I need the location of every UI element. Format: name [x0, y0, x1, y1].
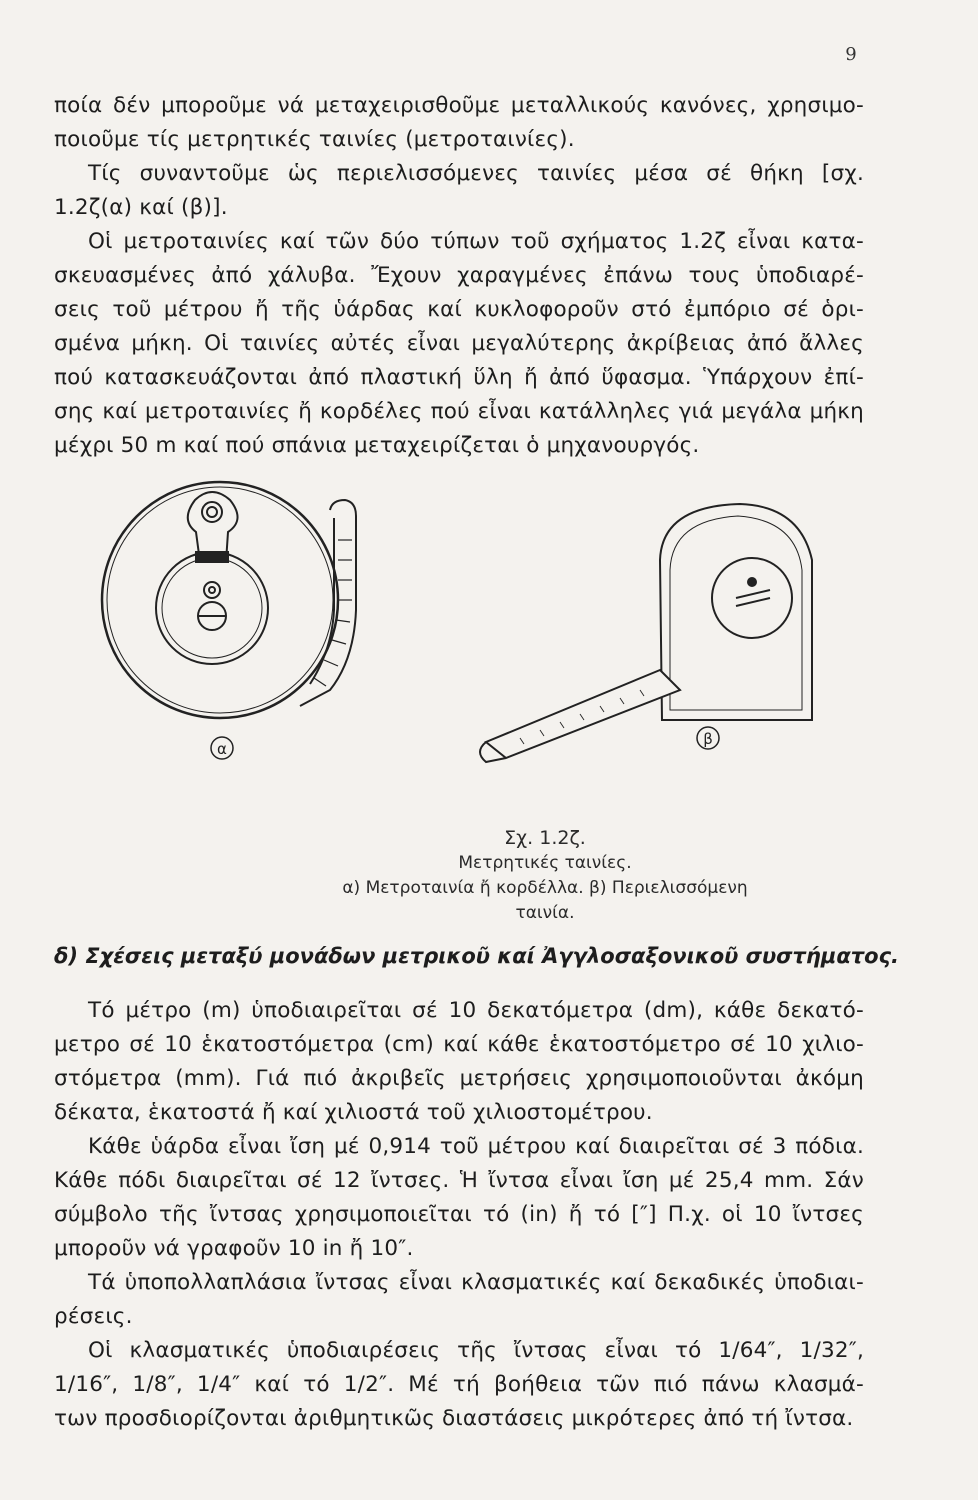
text-line: μετρο σέ 10 ἑκατοστόμετρα (cm) καί κάθε ἑκατοστόμετρο σέ 10 χιλιο-	[54, 1032, 864, 1057]
text-line: ποία δέν μποροῦμε νά μεταχειρισθοῦμε μεταλλικούς κανόνες, χρησιμο-	[54, 93, 864, 118]
text-line: Τό μέτρο (m) ὑποδιαιρεῖται σέ 10 δεκατόμετρα (dm), κάθε δεκατό-	[88, 998, 864, 1023]
caption-title: Μετρητικές ταινίες.	[458, 853, 632, 873]
paragraph	[54, 1130, 864, 1266]
body-text	[54, 994, 864, 1436]
text-line: ποιοῦμε τίς μετρητικές ταινίες (μετροταινίες).	[54, 127, 575, 152]
text-line: πού κατασκευάζονται ἀπό πλαστική ὕλη ἤ ἀπό ὕφασμα. Ὑπάρχουν ἐπί-	[54, 365, 864, 390]
paragraph	[54, 225, 864, 463]
text-line: σμένα μήκη. Οἱ ταινίες αὐτές εἶναι μεγαλύτερης ἀκρίβειας ἀπό ἄλλες	[54, 331, 864, 356]
text-line: στόμετρα (mm). Γιά πιό ἀκριβεῖς μετρήσεις χρησιμοποιοῦνται ἀκόμη	[54, 1066, 864, 1091]
paragraph	[54, 89, 864, 157]
retractable-tape-illustration	[480, 504, 812, 762]
text-line: δέκατα, ἑκατοστά ἤ καί χιλιοστά τοῦ χιλιοστομέτρου.	[54, 1100, 653, 1125]
text-line: μέχρι 50 m καί πού σπάνια μεταχειρίζεται ὁ μηχανουργός.	[54, 433, 700, 458]
figure-caption	[320, 826, 770, 926]
text-line: Τά ὑποπολλαπλάσια ἴντσας εἶναι κλασματικές καί δεκαδικές ὑποδιαι-	[88, 1270, 864, 1295]
text-line: σύμβολο τῆς ἴντσας χρησιμοποιεῖται τό (in) ἤ τό [″] Π.χ. οἱ 10 ἴντσες	[54, 1202, 864, 1227]
text-line: σεις τοῦ μέτρου ἤ τῆς ὑάρδας καί κυκλοφοροῦν στό ἐμπόριο σέ ὁρι-	[54, 297, 864, 322]
caption-number: Σχ. 1.2ζ.	[504, 827, 586, 849]
text-line: σκευασμένες ἀπό χάλυβα. Ἔχουν χαραγμένες ἐπάνω τους ὑποδιαρέ-	[54, 263, 864, 288]
paragraph	[54, 1266, 864, 1334]
text-line: Κάθε πόδι διαιρεῖται σέ 12 ἴντσες. Ἡ ἴντσα εἶναι ἴση μέ 25,4 mm. Σάν	[54, 1168, 864, 1193]
page-number: 9	[845, 44, 857, 65]
text-line: των προσδιορίζονται ἀριθμητικῶς διαστάσεις μικρότερες ἀπό τή ἴντσα.	[54, 1406, 854, 1431]
text-line: 1.2ζ(α) καί (β)].	[54, 195, 228, 220]
caption-detail: α) Μετροταινία ἤ κορδέλλα. β) Περιελισσόμενη ταινία.	[342, 878, 748, 923]
reel-tape-illustration	[102, 482, 356, 759]
paragraph	[54, 157, 864, 225]
text-line: μποροῦν νά γραφοῦν 10 in ἤ 10″.	[54, 1236, 414, 1261]
text-line: 1/16″, 1/8″, 1/4″ καί τό 1/2″. Μέ τή βοήθεια τῶν πιό πάνω κλασμά-	[54, 1372, 864, 1397]
text-line: Τίς συναντοῦμε ὡς περιελισσόμενες ταινίες μέσα σέ θήκη [σχ.	[88, 161, 864, 186]
section-heading: δ) Σχέσεις μεταξύ μονάδων μετρικοῦ καί Ἀγγλοσαξονικοῦ συστήματος.	[54, 944, 900, 968]
measuring-tapes-figure	[0, 470, 978, 800]
text-line: σης καί μετροταινίες ἤ κορδέλες πού εἶναι κατάλληλες γιά μεγάλα μήκη	[54, 399, 864, 424]
figure-label-b: β	[703, 730, 713, 748]
text-line: Οἱ κλασματικές ὑποδιαιρέσεις τῆς ἴντσας εἶναι τό 1/64″, 1/32″,	[88, 1338, 864, 1363]
text-line: ρέσεις.	[54, 1304, 133, 1329]
text-line: Κάθε ὑάρδα εἶναι ἴση μέ 0,914 τοῦ μέτρου καί διαιρεῖται σέ 3 πόδια.	[88, 1134, 864, 1159]
figure-label-a: α	[217, 740, 227, 758]
paragraph	[54, 1334, 864, 1436]
intro-text	[54, 89, 864, 463]
text-line: Οἱ μετροταινίες καί τῶν δύο τύπων τοῦ σχήματος 1.2ζ εἶναι κατα-	[88, 229, 864, 254]
paragraph	[54, 994, 864, 1130]
